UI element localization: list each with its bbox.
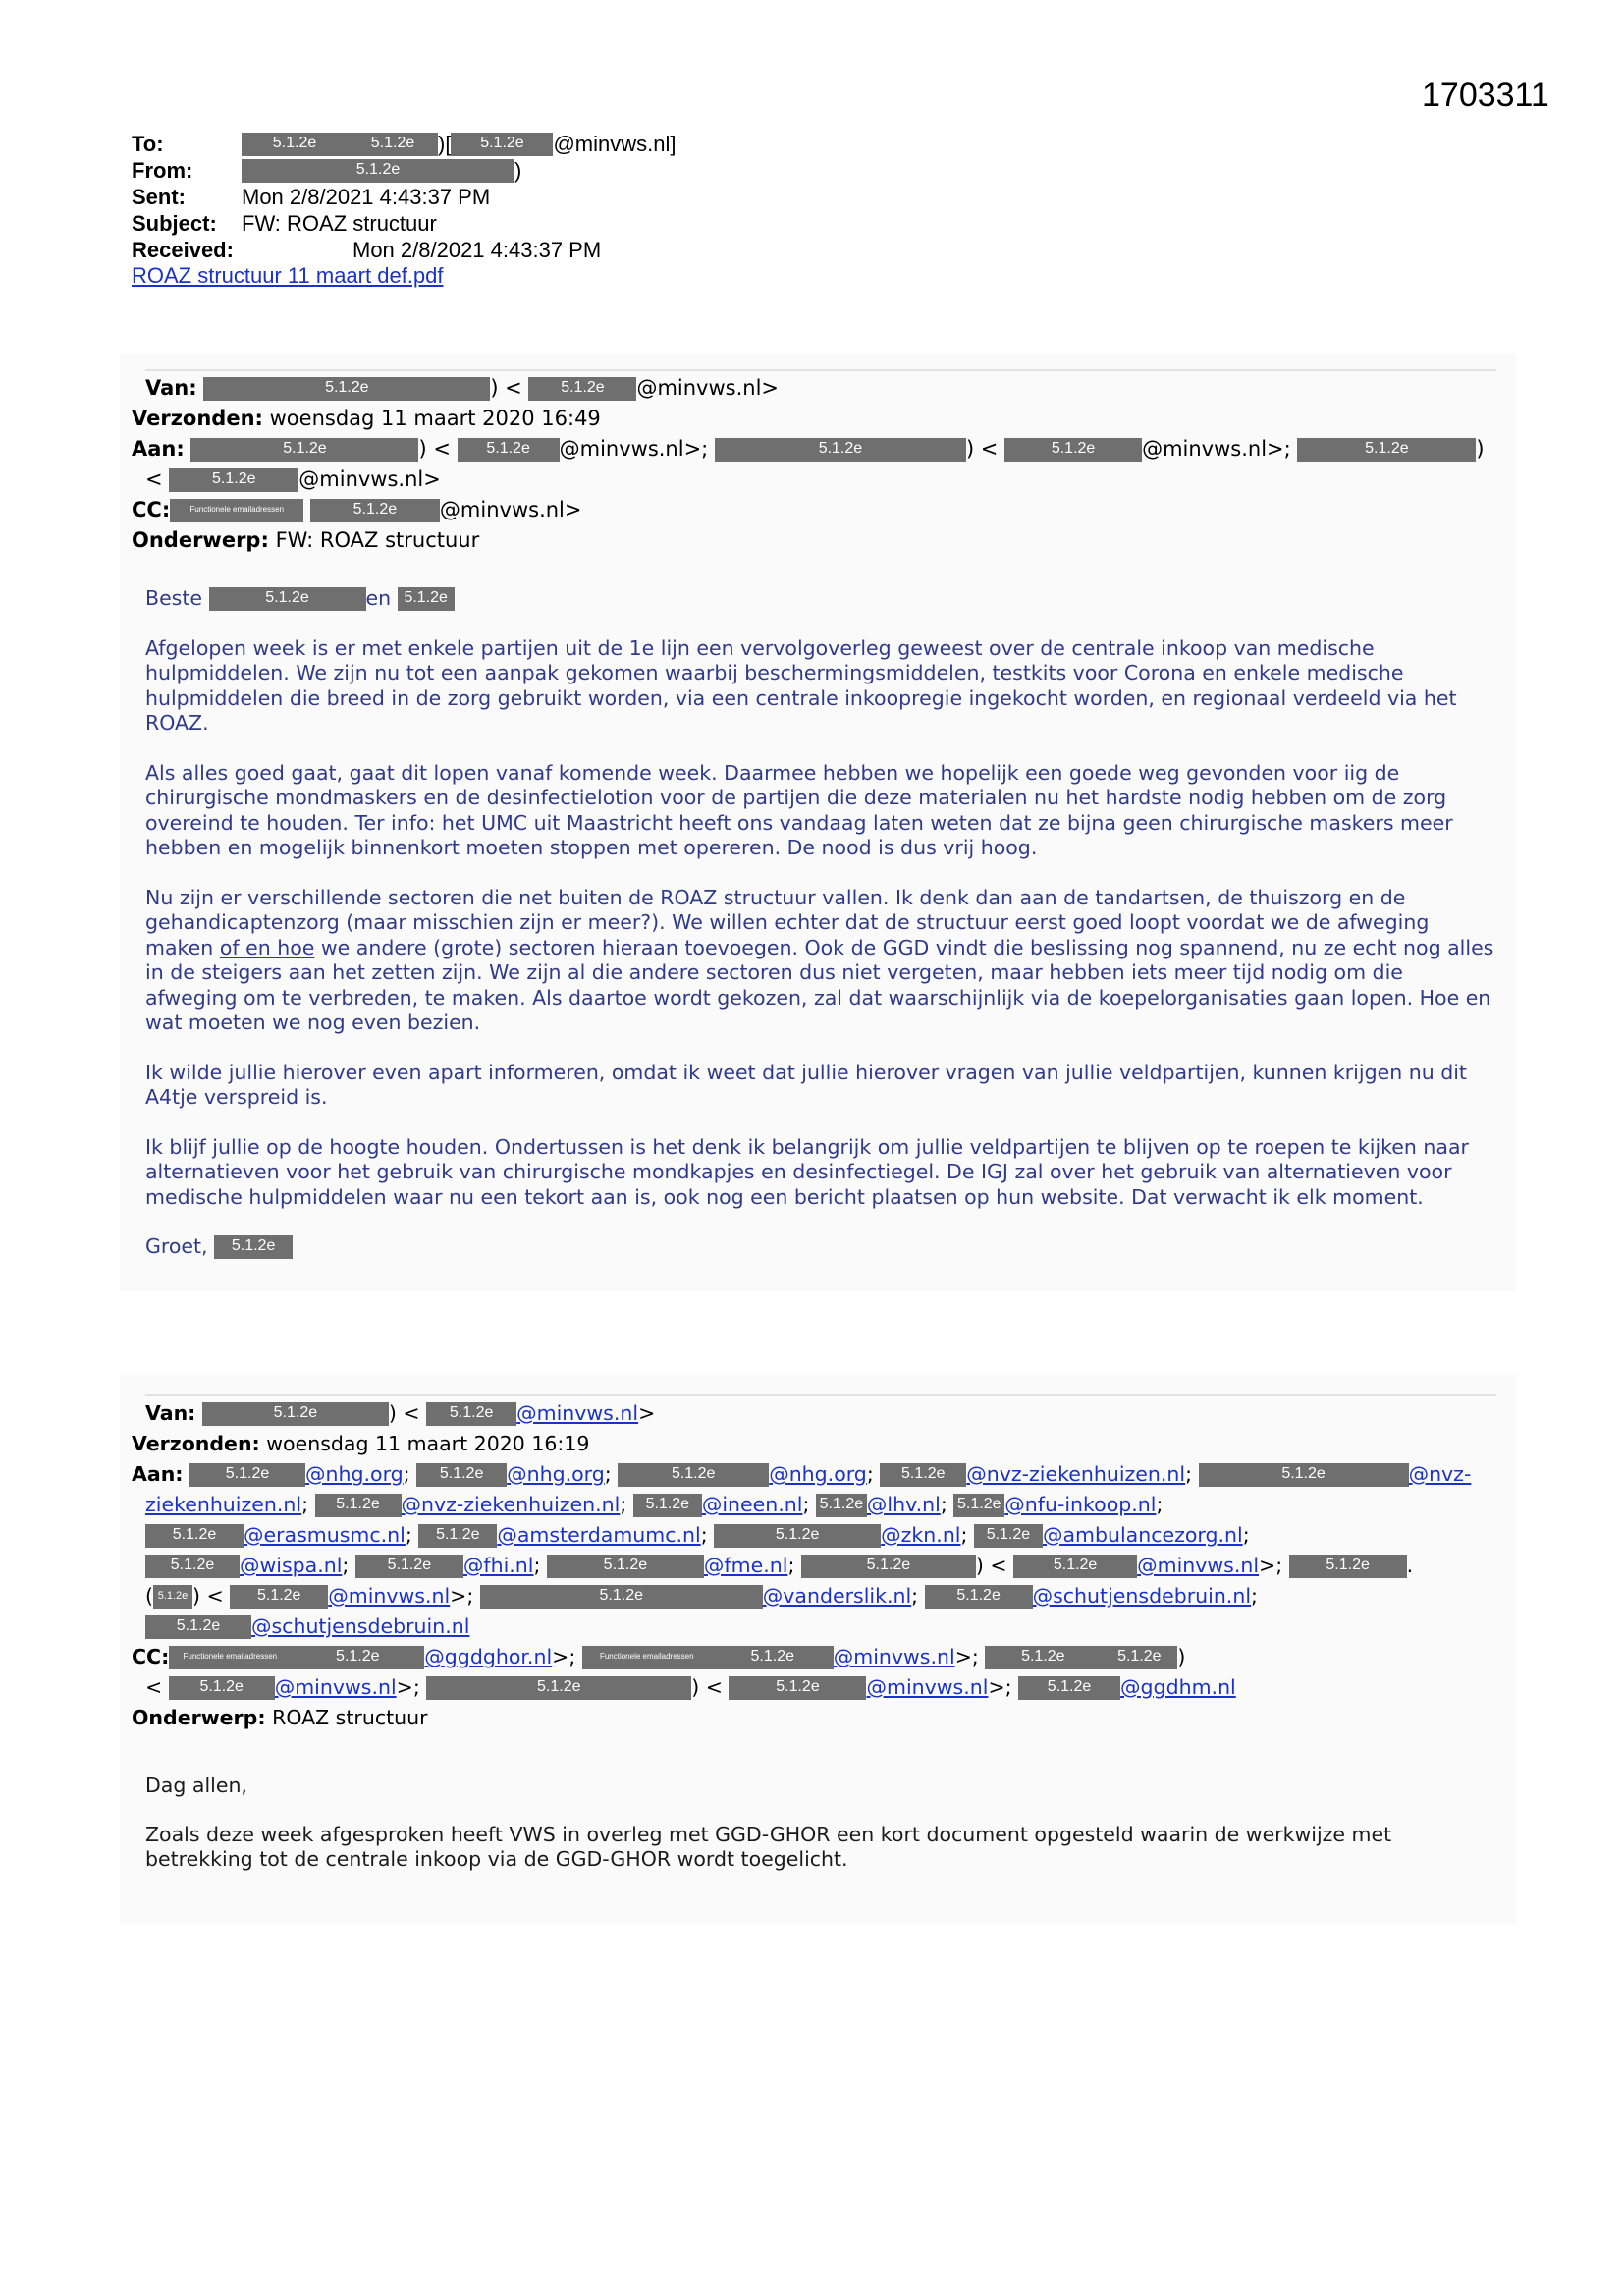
email-link[interactable]: @minvws.nl xyxy=(516,1401,639,1425)
email-link[interactable]: ziekenhuizen.nl xyxy=(145,1493,302,1516)
redaction: 5.1.2e xyxy=(715,438,966,462)
aan-row: Aan: 5.1.2e @nhg.org; 5.1.2e @nhg.org; 5.1.2e @nhg.org; 5.1.2e @nvz-ziekenhuizen.nl; 5.1.2e @nvz- xyxy=(132,1462,1472,1486)
redaction: 5.1.2e xyxy=(202,1402,389,1426)
onderwerp-row xyxy=(132,1703,1506,1733)
email-link[interactable]: @ambulancezorg.nl xyxy=(1042,1523,1243,1547)
redaction: 5.1.2e xyxy=(1199,1463,1409,1487)
redaction: 5.1.2e xyxy=(712,1646,834,1669)
verzonden-row xyxy=(132,404,1506,434)
redaction: 5.1.2e xyxy=(310,499,440,522)
email-link[interactable]: @vanderslik.nl xyxy=(762,1584,912,1608)
divider xyxy=(145,369,1496,371)
email-link[interactable]: @wispa.nl xyxy=(240,1554,343,1577)
redaction: 5.1.2e xyxy=(974,1524,1043,1548)
greeting: Dag allen, xyxy=(145,1774,247,1797)
redaction: 5.1.2e xyxy=(315,1494,402,1517)
received-label: Received: xyxy=(132,238,234,262)
redaction: 5.1.2e xyxy=(633,1494,702,1517)
aan-domain: @minvws.nl> xyxy=(298,467,441,491)
closing: Groet, xyxy=(145,1234,208,1258)
received-value: Mon 2/8/2021 4:43:37 PM xyxy=(352,238,602,262)
paragraph-1: Zoals deze week afgesproken heeft VWS in overleg met GGD-GHOR een kort document opgesteld waarin de werkwijze met betrekking tot de centrale inkoop via de GGD-GHOR wordt toegelicht. xyxy=(145,1822,1392,1871)
paragraph-5: Ik blijf jullie op de hoogte houden. Ondertussen is het denk ik belangrijk om jullie veldpartijen te blijven op te roepen te kijken naar alternatieven voor het gebruik van chirurgische mondkapjes en desinfectiegel. De IGJ zal over het gebruik van alternatieven voor medische hulpmiddelen waar nu een tekort aan is, ook nog een bericht plaatsen op hun website. Dat verwacht ik elk moment. xyxy=(145,1134,1469,1209)
redaction: 5.1.2e xyxy=(729,1676,866,1700)
aan-row-5: ( 5.1.2e ) < 5.1.2e @minvws.nl>; 5.1.2e @vanderslik.nl; 5.1.2e @schutjensdebruin.nl; xyxy=(145,1584,1258,1608)
aan-label: Aan: xyxy=(132,1462,184,1486)
redaction: 5.1.2e xyxy=(985,1646,1101,1669)
redaction: 5.1.2e xyxy=(190,438,418,462)
redaction: 5.1.2e xyxy=(816,1494,867,1517)
redaction: 5.1.2e xyxy=(418,1524,497,1548)
redaction: 5.1.2e xyxy=(145,1555,240,1578)
email-link[interactable]: @erasmusmc.nl xyxy=(244,1523,406,1547)
redaction: 5.1.2e xyxy=(426,1402,516,1426)
onderwerp-value: FW: ROAZ structuur xyxy=(275,528,480,552)
document-number: 1703311 xyxy=(1422,77,1549,114)
redaction: 5.1.2e xyxy=(209,587,366,611)
paragraph-3 xyxy=(145,886,1500,1036)
attachment-link[interactable]: ROAZ structuur 11 maart def.pdf xyxy=(132,263,444,288)
email-link[interactable]: @fhi.nl xyxy=(462,1554,534,1577)
from-row: From: 5.1.2e ) xyxy=(132,158,522,183)
email-link[interactable]: @lhv.nl xyxy=(866,1493,941,1516)
email-link[interactable]: @nhg.org xyxy=(305,1462,404,1486)
redaction-functional: Functionele emailadressen xyxy=(169,1646,291,1669)
redaction: 5.1.2e xyxy=(880,1463,966,1487)
redaction: 5.1.2e xyxy=(714,1524,881,1548)
redaction: 5.1.2e xyxy=(451,133,553,156)
mail2-header xyxy=(132,1398,1506,1733)
verzonden-row xyxy=(132,1429,1506,1459)
aan-row-6 xyxy=(132,1612,1506,1642)
cc-label: CC: xyxy=(132,1645,170,1668)
email-link[interactable]: @minvws.nl xyxy=(274,1675,397,1699)
redaction: 5.1.2e xyxy=(480,1585,763,1609)
cc-row xyxy=(132,495,1506,525)
redaction: 5.1.2e xyxy=(1004,438,1142,462)
redaction: 5.1.2e xyxy=(189,1463,305,1487)
subject-row xyxy=(132,210,676,237)
received-row xyxy=(132,237,676,263)
aan-domain: @minvws.nl>; xyxy=(559,437,709,461)
email-link[interactable]: @nhg.org xyxy=(769,1462,867,1486)
redaction: 5.1.2e xyxy=(291,1646,424,1669)
mail2-body xyxy=(145,1774,1500,1873)
sent-label: Sent: xyxy=(132,185,186,209)
redaction: 5.1.2e xyxy=(169,1676,275,1700)
van-label: Van: xyxy=(145,376,197,400)
redaction: 5.1.2e xyxy=(230,1585,328,1609)
verzonden-label: Verzonden: xyxy=(132,1432,260,1455)
redaction: 5.1.2e xyxy=(214,1235,293,1259)
email-link[interactable]: @minvws.nl xyxy=(328,1584,451,1608)
redaction-functional: Functionele emailadressen xyxy=(170,499,303,522)
paragraph-1: Afgelopen week is er met enkele partijen uit de 1e lijn een vervolgoverleg geweest over de centrale inkoop van medische hulpmiddelen. We zijn nu tot een aanpak gekomen waarbij beschermingsmiddelen, testkits voor Corona en enkele medische hulpmiddelen die breed in de zorg gebruikt worden, via een centrale inkoopregie ingekocht worden, en regionaal verdeeld via het ROAZ. xyxy=(145,635,1457,735)
aan-row-continued: < 5.1.2e @minvws.nl> xyxy=(145,467,441,491)
redaction: 5.1.2e xyxy=(925,1585,1033,1609)
redaction: 5.1.2e xyxy=(953,1494,1004,1517)
aan-domain: @minvws.nl>; xyxy=(1142,437,1291,461)
verzonden-label: Verzonden: xyxy=(132,407,263,430)
redaction: 5.1.2e xyxy=(242,159,514,183)
subject-label: Subject: xyxy=(132,211,217,236)
van-row: Van: 5.1.2e ) < 5.1.2e @minvws.nl> xyxy=(145,376,780,400)
van-domain: @minvws.nl> xyxy=(636,376,780,400)
sent-row xyxy=(132,184,676,210)
redaction: 5.1.2e xyxy=(145,1524,244,1548)
redaction: 5.1.2e xyxy=(145,1615,251,1639)
email-link[interactable]: @nvz-ziekenhuizen.nl xyxy=(966,1462,1186,1486)
redaction: 5.1.2e xyxy=(1013,1555,1137,1578)
redaction: 5.1.2e xyxy=(801,1555,976,1578)
email-link[interactable]: @ineen.nl xyxy=(701,1493,803,1516)
email-link[interactable]: @minvws.nl xyxy=(833,1645,955,1668)
email-link[interactable]: @schutjensdebruin.nl xyxy=(251,1614,470,1638)
paragraph-3b: we andere (grote) sectoren hieraan toevoegen. Ook de GGD vindt die beslissing nog spannend, nu ze echt nog alles in de steigers aan het zetten zijn. We zijn al die andere sectoren dus niet vergeten, maar hebben iets meer tijd nodig om die afweging om te verbreden, te maken. Als daartoe wordt gekozen, zal dat waarschijnlijk via de koepelorganisaties gaan lopen. Hoe en wat moeten we nog even bezien. xyxy=(145,935,1494,1034)
aan-row-3: 5.1.2e @erasmusmc.nl; 5.1.2e @amsterdamumc.nl; 5.1.2e @zkn.nl; 5.1.2e @ambulancezorg.nl; xyxy=(132,1520,1506,1551)
redaction: 5.1.2e xyxy=(458,438,560,462)
aan-row-2: ziekenhuizen.nl; 5.1.2e @nvz-ziekenhuizen.nl; 5.1.2e @ineen.nl; 5.1.2e @lhv.nl; 5.1.2e @nfu-inkoop.nl; xyxy=(145,1493,1164,1516)
email-link[interactable]: @nvz- xyxy=(1408,1462,1472,1486)
email-link[interactable]: @nvz-ziekenhuizen.nl xyxy=(401,1493,621,1516)
redaction: 5.1.2e xyxy=(153,1585,192,1609)
redaction: 5.1.2e xyxy=(618,1463,769,1487)
mail1-header xyxy=(132,373,1506,556)
email-link[interactable]: @minvws.nl xyxy=(866,1675,989,1699)
aan-label: Aan: xyxy=(132,437,185,461)
greeting: Beste xyxy=(145,586,203,610)
email-link[interactable]: @nhg.org xyxy=(507,1462,605,1486)
verzonden-value: woensdag 11 maart 2020 16:49 xyxy=(269,407,601,430)
to-address-tail: @minvws.nl] xyxy=(553,132,677,156)
paragraph-2: Als alles goed gaat, gaat dit lopen vanaf komende week. Daarmee hebben we hopelijk een goede weg gevonden voor iig de chirurgische mondmaskers en de desinfectielotion voor de partijen die deze materialen nu het hardste nodig hebben om de zorg overeind te houden. Ter info: het UMC uit Maastricht heeft ons vandaag laten weten dat ze bijna geen chirurgische maskers meer hebben en mogelijk binnenkort moeten stoppen met opereren. De nood is dus vrij hoog. xyxy=(145,760,1453,859)
onderwerp-label: Onderwerp: xyxy=(132,528,269,552)
email-link[interactable]: @ggdhm.nl xyxy=(1120,1675,1236,1699)
redaction: 5.1.2e xyxy=(203,377,490,401)
redaction: 5.1.2e xyxy=(1289,1555,1407,1578)
sent-value: Mon 2/8/2021 4:43:37 PM xyxy=(242,185,491,209)
cc-label: CC: xyxy=(132,498,171,521)
redaction: 5.1.2e xyxy=(1018,1676,1120,1700)
cc-row-2: < 5.1.2e @minvws.nl>; 5.1.2e ) < 5.1.2e @minvws.nl>; 5.1.2e @ggdhm.nl xyxy=(145,1675,1236,1699)
email-link[interactable]: @zkn.nl xyxy=(881,1523,961,1547)
divider xyxy=(145,1394,1496,1396)
redaction: 5.1.2e xyxy=(1101,1646,1177,1669)
redaction: 5.1.2e xyxy=(169,468,298,492)
paragraph-4: Ik wilde jullie hierover even apart informeren, omdat ik weet dat jullie hierover vragen van jullie veldpartijen, kunnen krijgen nu dit A4tje verspreid is. xyxy=(145,1060,1467,1109)
greeting-en: en xyxy=(365,586,392,610)
from-label: From: xyxy=(132,158,193,183)
redaction: 5.1.2e xyxy=(398,587,455,611)
mail1-body xyxy=(145,586,1500,1260)
email-link[interactable]: @minvws.nl xyxy=(1137,1554,1260,1577)
aan-row: Aan: 5.1.2e ) < 5.1.2e @minvws.nl>; 5.1.2e ) < 5.1.2e @minvws.nl>; 5.1.2e ) xyxy=(132,437,1485,461)
van-row: Van: 5.1.2e ) < 5.1.2e @minvws.nl> xyxy=(145,1401,656,1425)
paragraph-3-underlined: of en hoe xyxy=(219,935,315,959)
cc-domain: @minvws.nl> xyxy=(439,498,582,521)
onderwerp-row xyxy=(132,525,1506,556)
redaction-functional: Functionele emailadressen xyxy=(582,1646,712,1669)
subject-value: FW: ROAZ structuur xyxy=(242,211,437,236)
redaction: 5.1.2e xyxy=(528,377,636,401)
closing-line xyxy=(145,1234,1500,1260)
greeting-line xyxy=(145,586,1500,612)
aan-row-4: 5.1.2e @wispa.nl; 5.1.2e @fhi.nl; 5.1.2e @fme.nl; 5.1.2e ) < 5.1.2e @minvws.nl>; 5.1.2e . xyxy=(132,1551,1506,1581)
onderwerp-value: ROAZ structuur xyxy=(272,1706,428,1729)
redaction: 5.1.2e xyxy=(242,133,348,156)
to-row: To: 5.1.2e 5.1.2e )[ 5.1.2e @minvws.nl] xyxy=(132,132,677,156)
email-link[interactable]: @fme.nl xyxy=(703,1554,788,1577)
verzonden-value: woensdag 11 maart 2020 16:19 xyxy=(266,1432,590,1455)
onderwerp-label: Onderwerp: xyxy=(132,1706,266,1729)
cc-row: CC: Functionele emailadressen 5.1.2e @ggdghor.nl>; Functionele emailadressen 5.1.2e @minvws.nl>; 5.1.2e 5.1.2e ) xyxy=(132,1645,1186,1668)
redaction: 5.1.2e xyxy=(355,1555,463,1578)
van-label: Van: xyxy=(145,1401,196,1425)
outer-email-header xyxy=(132,131,676,263)
redaction: 5.1.2e xyxy=(416,1463,507,1487)
redaction: 5.1.2e xyxy=(547,1555,704,1578)
to-label: To: xyxy=(132,132,164,156)
redaction: 5.1.2e xyxy=(426,1676,691,1700)
email-link[interactable]: @nfu-inkoop.nl xyxy=(1004,1493,1157,1516)
email-link[interactable]: @amsterdamumc.nl xyxy=(497,1523,701,1547)
redaction: 5.1.2e xyxy=(348,133,438,156)
redaction: 5.1.2e xyxy=(1297,438,1476,462)
email-link[interactable]: @ggdghor.nl xyxy=(424,1645,553,1668)
paragraph-3a: Nu zijn er verschillende sectoren die net buiten de ROAZ structuur vallen. Ik denk dan aan de tandartsen, de thuiszorg en de gehandicaptenzorg (maar misschien zijn er meer?). We willen echter dat de structuur eerst goed loopt voordat we de afweging maken xyxy=(145,885,1430,959)
email-link[interactable]: @schutjensdebruin.nl xyxy=(1032,1584,1252,1608)
